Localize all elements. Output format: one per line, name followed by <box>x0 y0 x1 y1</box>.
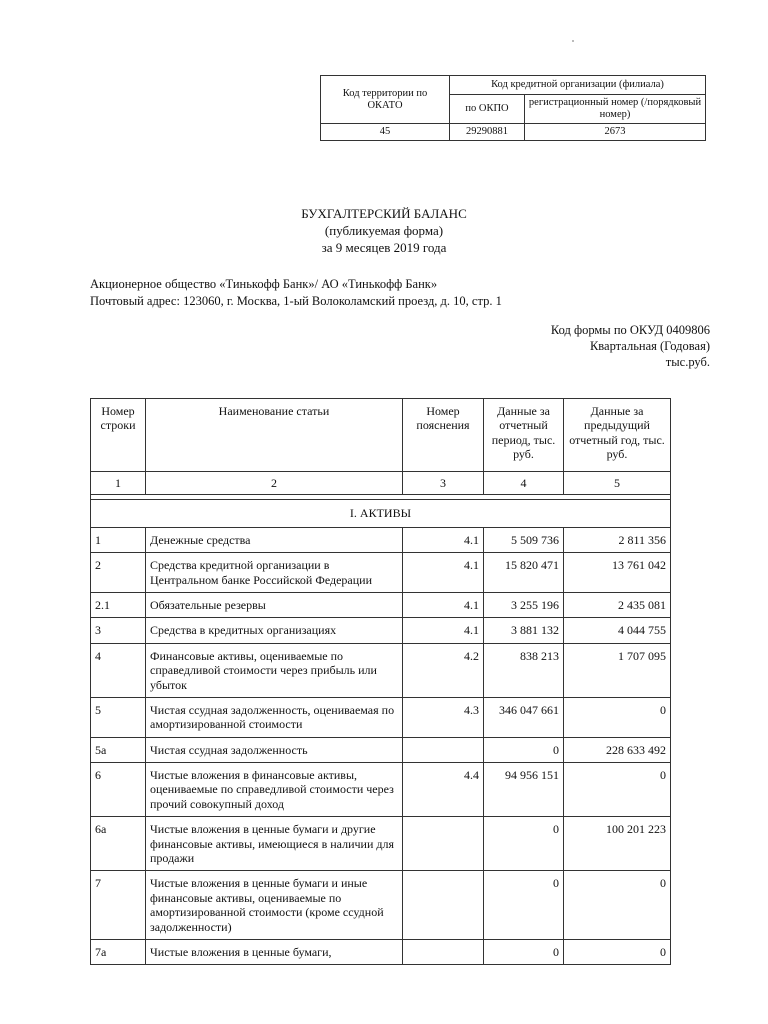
col-number: 5 <box>564 472 671 495</box>
column-number-row <box>91 472 671 495</box>
row-number-cell: 5 <box>91 697 146 737</box>
report-period: Квартальная (Годовая) <box>589 339 710 353</box>
row-number-cell: 1 <box>91 527 146 552</box>
item-name-cell: Чистые вложения в финансовые активы, оцениваемые по справедливой стоимости через прочий совокупный доход <box>146 763 403 817</box>
previous-value-cell: 13 761 042 <box>564 553 671 593</box>
item-name-cell: Обязательные резервы <box>146 592 403 617</box>
organization-address: Почтовый адрес: 123060, г. Москва, 1-ый Волоколамский проезд, д. 10, стр. 1 <box>90 294 502 308</box>
item-name-cell: Чистые вложения в ценные бумаги и иные финансовые активы, оцениваемые по амортизированной стоимости (кроме ссудной задолженности) <box>146 871 403 940</box>
title-line-3: за 9 месяцев 2019 года <box>321 240 447 255</box>
reg-value: 2673 <box>525 124 706 141</box>
note-number-cell <box>403 939 484 964</box>
okpo-label: по ОКПО <box>450 95 525 124</box>
header-previous-year: Данные за предыдущий отчетный год, тыс. руб. <box>564 399 671 472</box>
previous-value-cell: 2 435 081 <box>564 592 671 617</box>
current-value-cell: 0 <box>484 939 564 964</box>
note-number-cell: 4.1 <box>403 553 484 593</box>
credit-org-label: Код кредитной организации (филиала) <box>450 76 706 95</box>
section-title: I. АКТИВЫ <box>91 500 671 527</box>
note-number-cell: 4.4 <box>403 763 484 817</box>
table-row <box>91 527 671 552</box>
previous-value-cell: 4 044 755 <box>564 618 671 643</box>
item-name-cell: Чистая ссудная задолженность <box>146 737 403 762</box>
header-row-number: Номер строки <box>91 399 146 472</box>
note-number-cell: 4.1 <box>403 527 484 552</box>
previous-value-cell: 1 707 095 <box>564 643 671 697</box>
item-name-cell: Чистые вложения в ценные бумаги, <box>146 939 403 964</box>
row-number-cell: 4 <box>91 643 146 697</box>
note-number-cell: 4.1 <box>403 618 484 643</box>
header-current-period: Данные за отчетный период, тыс. руб. <box>484 399 564 472</box>
document-title <box>0 205 768 256</box>
note-number-cell: 4.2 <box>403 643 484 697</box>
okato-label: Код территории по ОКАТО <box>321 76 450 124</box>
scan-speck <box>572 40 574 42</box>
header-codes-table <box>320 75 706 141</box>
previous-value-cell: 0 <box>564 871 671 940</box>
row-number-cell: 3 <box>91 618 146 643</box>
units: тыс.руб. <box>665 355 710 369</box>
table-row <box>91 553 671 593</box>
current-value-cell: 0 <box>484 871 564 940</box>
current-value-cell: 346 047 661 <box>484 697 564 737</box>
row-number-cell: 7 <box>91 871 146 940</box>
current-value-cell: 94 956 151 <box>484 763 564 817</box>
row-number-cell: 6 <box>91 763 146 817</box>
item-name-cell: Чистая ссудная задолженность, оцениваемая по амортизированной стоимости <box>146 697 403 737</box>
current-value-cell: 3 881 132 <box>484 618 564 643</box>
previous-value-cell: 0 <box>564 763 671 817</box>
table-row <box>91 618 671 643</box>
previous-value-cell: 100 201 223 <box>564 817 671 871</box>
table-row <box>91 592 671 617</box>
item-name-cell: Средства в кредитных организациях <box>146 618 403 643</box>
col-number: 3 <box>403 472 484 495</box>
note-number-cell: 4.3 <box>403 697 484 737</box>
table-row <box>91 871 671 940</box>
table-row <box>91 737 671 762</box>
form-info <box>551 322 710 370</box>
organization-name: Акционерное общество «Тинькофф Банк»/ АО «Тинькофф Банк» <box>90 277 438 291</box>
note-number-cell <box>403 871 484 940</box>
current-value-cell: 3 255 196 <box>484 592 564 617</box>
item-name-cell: Финансовые активы, оцениваемые по справедливой стоимости через прибыль или убыток <box>146 643 403 697</box>
table-row <box>91 697 671 737</box>
previous-value-cell: 0 <box>564 939 671 964</box>
header-note-number: Номер пояснения <box>403 399 484 472</box>
item-name-cell: Средства кредитной организации в Центральном банке Российской Федерации <box>146 553 403 593</box>
current-value-cell: 0 <box>484 737 564 762</box>
row-number-cell: 6a <box>91 817 146 871</box>
previous-value-cell: 2 811 356 <box>564 527 671 552</box>
row-number-cell: 2.1 <box>91 592 146 617</box>
col-number: 2 <box>146 472 403 495</box>
current-value-cell: 0 <box>484 817 564 871</box>
table-row <box>91 643 671 697</box>
note-number-cell <box>403 817 484 871</box>
reg-label: регистрационный номер (/порядковый номер) <box>525 95 706 124</box>
okud-code: Код формы по ОКУД 0409806 <box>550 323 710 337</box>
col-number: 1 <box>91 472 146 495</box>
current-value-cell: 838 213 <box>484 643 564 697</box>
note-number-cell <box>403 737 484 762</box>
table-row <box>91 763 671 817</box>
current-value-cell: 15 820 471 <box>484 553 564 593</box>
table-row <box>91 939 671 964</box>
okato-value: 45 <box>321 124 450 141</box>
row-number-cell: 2 <box>91 553 146 593</box>
title-line-1: БУХГАЛТЕРСКИЙ БАЛАНС <box>301 206 467 221</box>
table-row <box>91 817 671 871</box>
previous-value-cell: 228 633 492 <box>564 737 671 762</box>
header-item-name: Наименование статьи <box>146 399 403 472</box>
title-line-2: (публикуемая форма) <box>324 223 444 238</box>
note-number-cell: 4.1 <box>403 592 484 617</box>
col-number: 4 <box>484 472 564 495</box>
row-number-cell: 7a <box>91 939 146 964</box>
balance-table <box>90 398 671 965</box>
item-name-cell: Чистые вложения в ценные бумаги и другие финансовые активы, имеющиеся в наличии для продажи <box>146 817 403 871</box>
organization-info <box>90 276 502 310</box>
item-name-cell: Денежные средства <box>146 527 403 552</box>
previous-value-cell: 0 <box>564 697 671 737</box>
row-number-cell: 5a <box>91 737 146 762</box>
current-value-cell: 5 509 736 <box>484 527 564 552</box>
section-row <box>91 500 671 527</box>
okpo-value: 29290881 <box>450 124 525 141</box>
